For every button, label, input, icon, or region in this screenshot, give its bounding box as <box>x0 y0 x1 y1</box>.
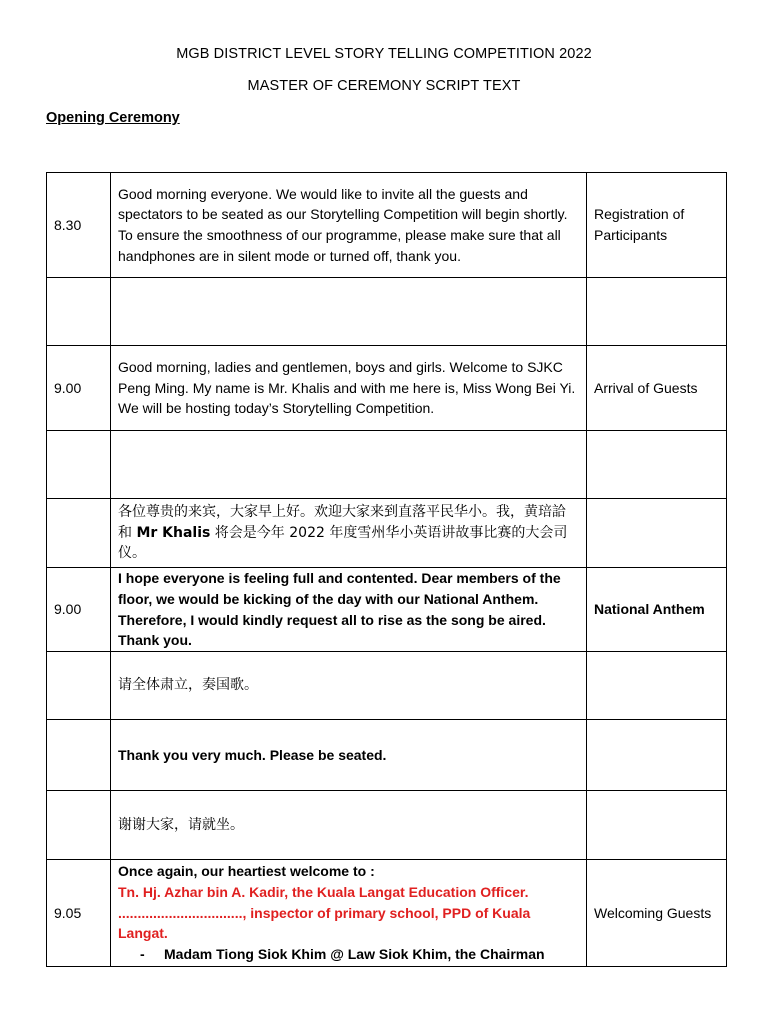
section-heading: Opening Ceremony <box>46 110 180 126</box>
table-row <box>47 173 727 278</box>
welcome-intro: Once again, our heartiest welcome to : <box>118 863 375 880</box>
event-cell <box>587 431 727 499</box>
script-cell-chinese: 请全体肃立，奏国歌。 <box>111 652 587 720</box>
time-cell <box>47 431 111 499</box>
time-cell <box>47 499 111 568</box>
guest-list-item <box>118 944 579 965</box>
event-cell <box>587 499 727 568</box>
script-cell-chinese <box>111 499 587 568</box>
table-row <box>47 860 727 967</box>
time-cell <box>47 652 111 720</box>
event-cell: Arrival of Guests <box>587 346 727 431</box>
time-cell: 9.00 <box>47 568 111 652</box>
event-cell <box>587 720 727 791</box>
chinese-text: 各位尊贵的来宾，大家早上好。欢迎大家来到直落平民华小。我，黄琣詥和 <box>118 503 566 541</box>
guest-item-text: Madam Tiong Siok Khim @ Law Siok Khim, the Chairman <box>164 946 545 963</box>
time-cell: 9.05 <box>47 860 111 967</box>
time-cell <box>47 720 111 791</box>
time-cell: 9.00 <box>47 346 111 431</box>
event-cell: Registration of Participants <box>587 173 727 278</box>
event-cell <box>587 652 727 720</box>
script-cell: Thank you very much. Please be seated. <box>111 720 587 791</box>
document-subtitle: MASTER OF CEREMONY SCRIPT TEXT <box>247 78 521 94</box>
script-table <box>46 172 727 967</box>
table-row <box>47 791 727 860</box>
table-row <box>47 346 727 431</box>
document-title: MGB DISTRICT LEVEL STORY TELLING COMPETITION 2022 <box>176 46 592 62</box>
script-cell <box>111 860 587 967</box>
time-cell <box>47 278 111 346</box>
script-cell: I hope everyone is feeling full and contented. Dear members of the floor, we would be kicking of the day with our National Anthem. Therefore, I would kindly request all to rise as the song be aired. Thank you. <box>111 568 587 652</box>
table-row <box>47 499 727 568</box>
chinese-text-name: Mr Khalis <box>136 524 211 541</box>
time-cell: 8.30 <box>47 173 111 278</box>
event-cell: Welcoming Guests <box>587 860 727 967</box>
event-cell <box>587 278 727 346</box>
table-row-empty <box>47 278 727 346</box>
guest-name: Tn. Hj. Azhar bin A. Kadir, the Kuala Langat Education Officer. <box>118 883 529 900</box>
event-cell <box>587 791 727 860</box>
chinese-text: 将会是今年 2022 年度雪州华小英语讲故事比赛的大会司仪。 <box>118 524 568 562</box>
table-row <box>47 568 727 652</box>
script-cell <box>111 278 587 346</box>
time-cell <box>47 791 111 860</box>
script-cell <box>111 431 587 499</box>
table-row <box>47 720 727 791</box>
guest-name: ................................, inspector of primary school, PPD of Kuala Langat. <box>118 904 531 942</box>
script-cell-chinese: 谢谢大家，请就坐。 <box>111 791 587 860</box>
dash-bullet: - <box>140 946 145 963</box>
event-cell: National Anthem <box>587 568 727 652</box>
script-cell: Good morning everyone. We would like to invite all the guests and spectators to be seated as our Storytelling Competition will begin shortly. To ensure the smoothness of our programme, please make sure that all handphones are in silent mode or turned off, thank you. <box>111 173 587 278</box>
table-row <box>47 652 727 720</box>
script-cell: Good morning, ladies and gentlemen, boys and girls. Welcome to SJKC Peng Ming. My name is Mr. Khalis and with me here is, Miss Wong Bei Yi. We will be hosting today’s Storytelling Competition. <box>111 346 587 431</box>
table-row-empty <box>47 431 727 499</box>
